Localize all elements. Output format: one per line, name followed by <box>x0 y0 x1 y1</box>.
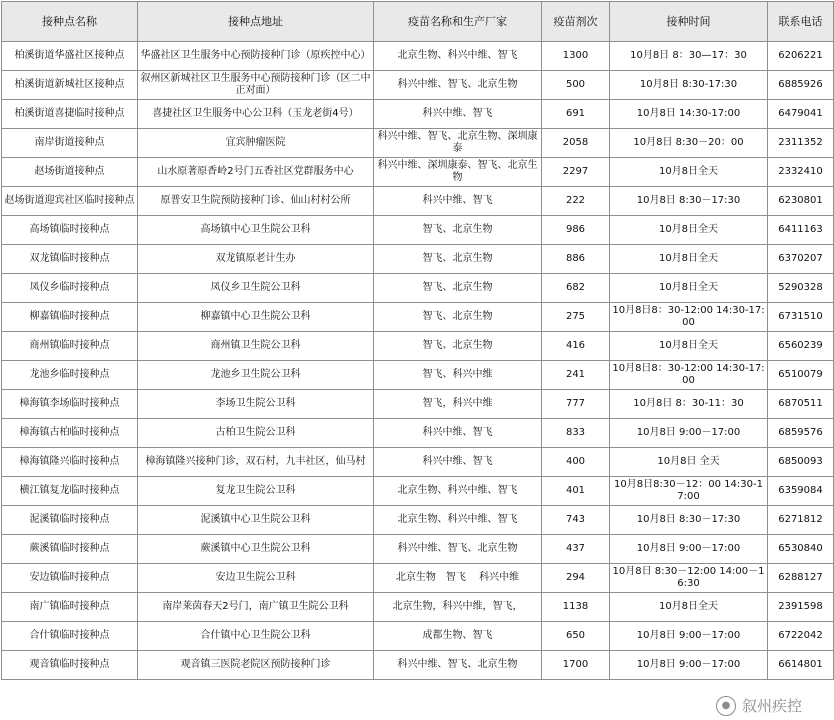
phone-cell: 6370207 <box>768 245 834 274</box>
table-row <box>2 129 834 158</box>
table-row <box>2 303 834 332</box>
phone-cell: 6510079 <box>768 361 834 390</box>
vaccine-maker-cell: 科兴中维、智飞 <box>374 187 542 216</box>
site-address-cell: 观音镇三医院老院区预防接种门诊 <box>138 651 374 680</box>
site-name-cell: 南广镇临时接种点 <box>2 593 138 622</box>
dose-count-cell: 401 <box>542 477 610 506</box>
vaccination-time-cell: 10月8日 8：30-11：30 <box>610 390 768 419</box>
site-name-cell: 合什镇临时接种点 <box>2 622 138 651</box>
site-name-cell: 龙池乡临时接种点 <box>2 361 138 390</box>
phone-cell: 6411163 <box>768 216 834 245</box>
site-address-cell: 南岸莱茵春天2号门，南广镇卫生院公卫科 <box>138 593 374 622</box>
phone-cell: 6288127 <box>768 564 834 593</box>
dose-count-cell: 650 <box>542 622 610 651</box>
vaccine-maker-cell: 智飞、科兴中维 <box>374 361 542 390</box>
site-name-cell: 南岸街道接种点 <box>2 129 138 158</box>
vaccination-time-cell: 10月8日 8:30－17:30 <box>610 506 768 535</box>
vaccine-maker-cell: 智飞、北京生物 <box>374 303 542 332</box>
header-dose-count: 疫苗剂次 <box>542 2 610 42</box>
table-row <box>2 564 834 593</box>
vaccine-maker-cell: 成都生物、智飞 <box>374 622 542 651</box>
dose-count-cell: 1138 <box>542 593 610 622</box>
site-name-cell: 观音镇临时接种点 <box>2 651 138 680</box>
site-name-cell: 樟海镇古柏临时接种点 <box>2 419 138 448</box>
phone-cell: 6359084 <box>768 477 834 506</box>
table-row <box>2 274 834 303</box>
site-address-cell: 山水原著原香岭2号门五香社区党群服务中心 <box>138 158 374 187</box>
table-row <box>2 42 834 71</box>
dose-count-cell: 1700 <box>542 651 610 680</box>
site-address-cell: 安边卫生院公卫科 <box>138 564 374 593</box>
table-row <box>2 477 834 506</box>
dose-count-cell: 986 <box>542 216 610 245</box>
vaccine-maker-cell: 科兴中维、智飞 <box>374 419 542 448</box>
site-name-cell: 柏溪街道华盛社区接种点 <box>2 42 138 71</box>
vaccination-time-cell: 10月8日 8:30-17:30 <box>610 71 768 100</box>
dose-count-cell: 500 <box>542 71 610 100</box>
table-row <box>2 651 834 680</box>
dose-count-cell: 294 <box>542 564 610 593</box>
vaccination-time-cell: 10月8日全天 <box>610 216 768 245</box>
site-name-cell: 泥溪镇临时接种点 <box>2 506 138 535</box>
vaccination-time-cell: 10月8日全天 <box>610 593 768 622</box>
vaccine-maker-cell: 智飞、北京生物 <box>374 274 542 303</box>
vaccination-time-cell: 10月8日 全天 <box>610 448 768 477</box>
vaccination-time-cell: 10月8日全天 <box>610 274 768 303</box>
site-name-cell: 柳嘉镇临时接种点 <box>2 303 138 332</box>
table-row <box>2 187 834 216</box>
site-name-cell: 赵场街道接种点 <box>2 158 138 187</box>
vaccine-maker-cell: 智飞、北京生物 <box>374 216 542 245</box>
vaccine-maker-cell: 智飞、北京生物 <box>374 245 542 274</box>
vaccination-time-cell: 10月8日 8:30－12:00 14:00－16:30 <box>610 564 768 593</box>
site-address-cell: 合什镇中心卫生院公卫科 <box>138 622 374 651</box>
phone-cell: 6859576 <box>768 419 834 448</box>
dose-count-cell: 400 <box>542 448 610 477</box>
site-address-cell: 复龙卫生院公卫科 <box>138 477 374 506</box>
site-address-cell: 蕨溪镇中心卫生院公卫科 <box>138 535 374 564</box>
site-address-cell: 柳嘉镇中心卫生院公卫科 <box>138 303 374 332</box>
table-row <box>2 448 834 477</box>
header-vaccine-maker: 疫苗名称和生产厂家 <box>374 2 542 42</box>
table-row <box>2 593 834 622</box>
table-row <box>2 361 834 390</box>
site-name-cell: 高场镇临时接种点 <box>2 216 138 245</box>
site-address-cell: 原普安卫生院预防接种门诊、仙山村村公所 <box>138 187 374 216</box>
vaccine-maker-cell: 科兴中维、智飞、北京生物、深圳康泰 <box>374 129 542 158</box>
phone-cell: 6479041 <box>768 100 834 129</box>
header-site-address: 接种点地址 <box>138 2 374 42</box>
watermark-text: 叙州疾控 <box>741 697 802 715</box>
site-address-cell: 古柏卫生院公卫科 <box>138 419 374 448</box>
vaccine-maker-cell: 北京生物、科兴中维、智飞 <box>374 506 542 535</box>
dose-count-cell: 833 <box>542 419 610 448</box>
table-row <box>2 506 834 535</box>
site-address-cell: 华盛社区卫生服务中心预防接种门诊（原疾控中心） <box>138 42 374 71</box>
site-name-cell: 柏溪街道新城社区接种点 <box>2 71 138 100</box>
vaccine-maker-cell: 科兴中维、智飞、北京生物 <box>374 651 542 680</box>
phone-cell: 6731510 <box>768 303 834 332</box>
dose-count-cell: 275 <box>542 303 610 332</box>
dose-count-cell: 691 <box>542 100 610 129</box>
vaccine-maker-cell: 智飞，科兴中维 <box>374 390 542 419</box>
vaccination-time-cell: 10月8日8：30-12:00 14:30-17:00 <box>610 361 768 390</box>
site-address-cell: 樟海镇隆兴接种门诊，双石村，九丰社区，仙马村 <box>138 448 374 477</box>
vaccine-maker-cell: 科兴中维、智飞、北京生物 <box>374 71 542 100</box>
dose-count-cell: 2058 <box>542 129 610 158</box>
site-address-cell: 泥溪镇中心卫生院公卫科 <box>138 506 374 535</box>
site-name-cell: 横江镇复龙临时接种点 <box>2 477 138 506</box>
table-row <box>2 390 834 419</box>
dose-count-cell: 437 <box>542 535 610 564</box>
header-vaccination-time: 接种时间 <box>610 2 768 42</box>
site-name-cell: 蕨溪镇临时接种点 <box>2 535 138 564</box>
phone-cell: 6206221 <box>768 42 834 71</box>
phone-cell: 6885926 <box>768 71 834 100</box>
site-address-cell: 双龙镇原老计生办 <box>138 245 374 274</box>
header-site-name: 接种点名称 <box>2 2 138 42</box>
dose-count-cell: 777 <box>542 390 610 419</box>
vaccine-maker-cell: 科兴中维、深圳康泰、智飞、北京生物 <box>374 158 542 187</box>
dose-count-cell: 886 <box>542 245 610 274</box>
phone-cell: 6530840 <box>768 535 834 564</box>
phone-cell: 2311352 <box>768 129 834 158</box>
site-address-cell: 李场卫生院公卫科 <box>138 390 374 419</box>
phone-cell: 6850093 <box>768 448 834 477</box>
phone-cell: 6230801 <box>768 187 834 216</box>
dose-count-cell: 743 <box>542 506 610 535</box>
vaccine-maker-cell: 科兴中维、智飞 <box>374 448 542 477</box>
site-address-cell: 龙池乡卫生院公卫科 <box>138 361 374 390</box>
site-name-cell: 赵场街道迎宾社区临时接种点 <box>2 187 138 216</box>
table-row <box>2 419 834 448</box>
table-row <box>2 71 834 100</box>
dose-count-cell: 416 <box>542 332 610 361</box>
vaccination-time-cell: 10月8日8：30-12:00 14:30-17:00 <box>610 303 768 332</box>
site-address-cell: 高场镇中心卫生院公卫科 <box>138 216 374 245</box>
phone-cell: 6722042 <box>768 622 834 651</box>
table-row <box>2 216 834 245</box>
vaccine-maker-cell: 北京生物、科兴中维、智飞 <box>374 42 542 71</box>
table-row <box>2 622 834 651</box>
site-name-cell: 双龙镇临时接种点 <box>2 245 138 274</box>
site-address-cell: 宜宾肿瘤医院 <box>138 129 374 158</box>
vaccine-maker-cell: 科兴中维、智飞、北京生物 <box>374 535 542 564</box>
vaccination-time-cell: 10月8日全天 <box>610 158 768 187</box>
dose-count-cell: 1300 <box>542 42 610 71</box>
vaccine-maker-cell: 智飞、北京生物 <box>374 332 542 361</box>
dose-count-cell: 2297 <box>542 158 610 187</box>
phone-cell: 6560239 <box>768 332 834 361</box>
table-row <box>2 535 834 564</box>
vaccination-time-cell: 10月8日 9:00－17:00 <box>610 622 768 651</box>
vaccination-time-cell: 10月8日 9:00－17:00 <box>610 419 768 448</box>
table-row <box>2 332 834 361</box>
vaccination-time-cell: 10月8日全天 <box>610 245 768 274</box>
vaccination-time-cell: 10月8日 9:00－17:00 <box>610 651 768 680</box>
vaccination-time-cell: 10月8日 8：30—17：30 <box>610 42 768 71</box>
watermark <box>716 695 804 716</box>
table-body <box>2 42 834 680</box>
vaccination-time-cell: 10月8日 14:30-17:00 <box>610 100 768 129</box>
phone-cell: 6271812 <box>768 506 834 535</box>
dose-count-cell: 241 <box>542 361 610 390</box>
vaccine-maker-cell: 科兴中维、智飞 <box>374 100 542 129</box>
vaccine-maker-cell: 北京生物 智飞 科兴中维 <box>374 564 542 593</box>
site-name-cell: 柏溪街道喜捷临时接种点 <box>2 100 138 129</box>
site-name-cell: 安边镇临时接种点 <box>2 564 138 593</box>
phone-cell: 2391598 <box>768 593 834 622</box>
vaccination-time-cell: 10月8日 9:00－17:00 <box>610 535 768 564</box>
vaccination-time-cell: 10月8日 8:30－20：00 <box>610 129 768 158</box>
site-name-cell: 樟海镇李场临时接种点 <box>2 390 138 419</box>
dose-count-cell: 222 <box>542 187 610 216</box>
vaccination-time-cell: 10月8日 8:30－17:30 <box>610 187 768 216</box>
site-name-cell: 樟海镇隆兴临时接种点 <box>2 448 138 477</box>
vaccination-time-cell: 10月8日全天 <box>610 332 768 361</box>
vaccination-sites-table <box>1 1 834 680</box>
phone-cell: 5290328 <box>768 274 834 303</box>
table-row <box>2 158 834 187</box>
site-address-cell: 喜捷社区卫生服务中心公卫科（玉龙老街4号） <box>138 100 374 129</box>
wechat-icon: ● <box>716 696 736 716</box>
site-name-cell: 商州镇临时接种点 <box>2 332 138 361</box>
vaccine-maker-cell: 北京生物、科兴中维、智飞 <box>374 477 542 506</box>
header-phone: 联系电话 <box>768 2 834 42</box>
site-name-cell: 凤仪乡临时接种点 <box>2 274 138 303</box>
table-row <box>2 100 834 129</box>
site-address-cell: 商州镇卫生院公卫科 <box>138 332 374 361</box>
vaccination-time-cell: 10月8日8:30－12：00 14:30-17:00 <box>610 477 768 506</box>
vaccine-maker-cell: 北京生物，科兴中维，智飞， <box>374 593 542 622</box>
dose-count-cell: 682 <box>542 274 610 303</box>
phone-cell: 2332410 <box>768 158 834 187</box>
table-header-row <box>2 2 834 42</box>
site-address-cell: 凤仪乡卫生院公卫科 <box>138 274 374 303</box>
site-address-cell: 叙州区新城社区卫生服务中心预防接种门诊（区二中正对面） <box>138 71 374 100</box>
phone-cell: 6614801 <box>768 651 834 680</box>
phone-cell: 6870511 <box>768 390 834 419</box>
table-row <box>2 245 834 274</box>
